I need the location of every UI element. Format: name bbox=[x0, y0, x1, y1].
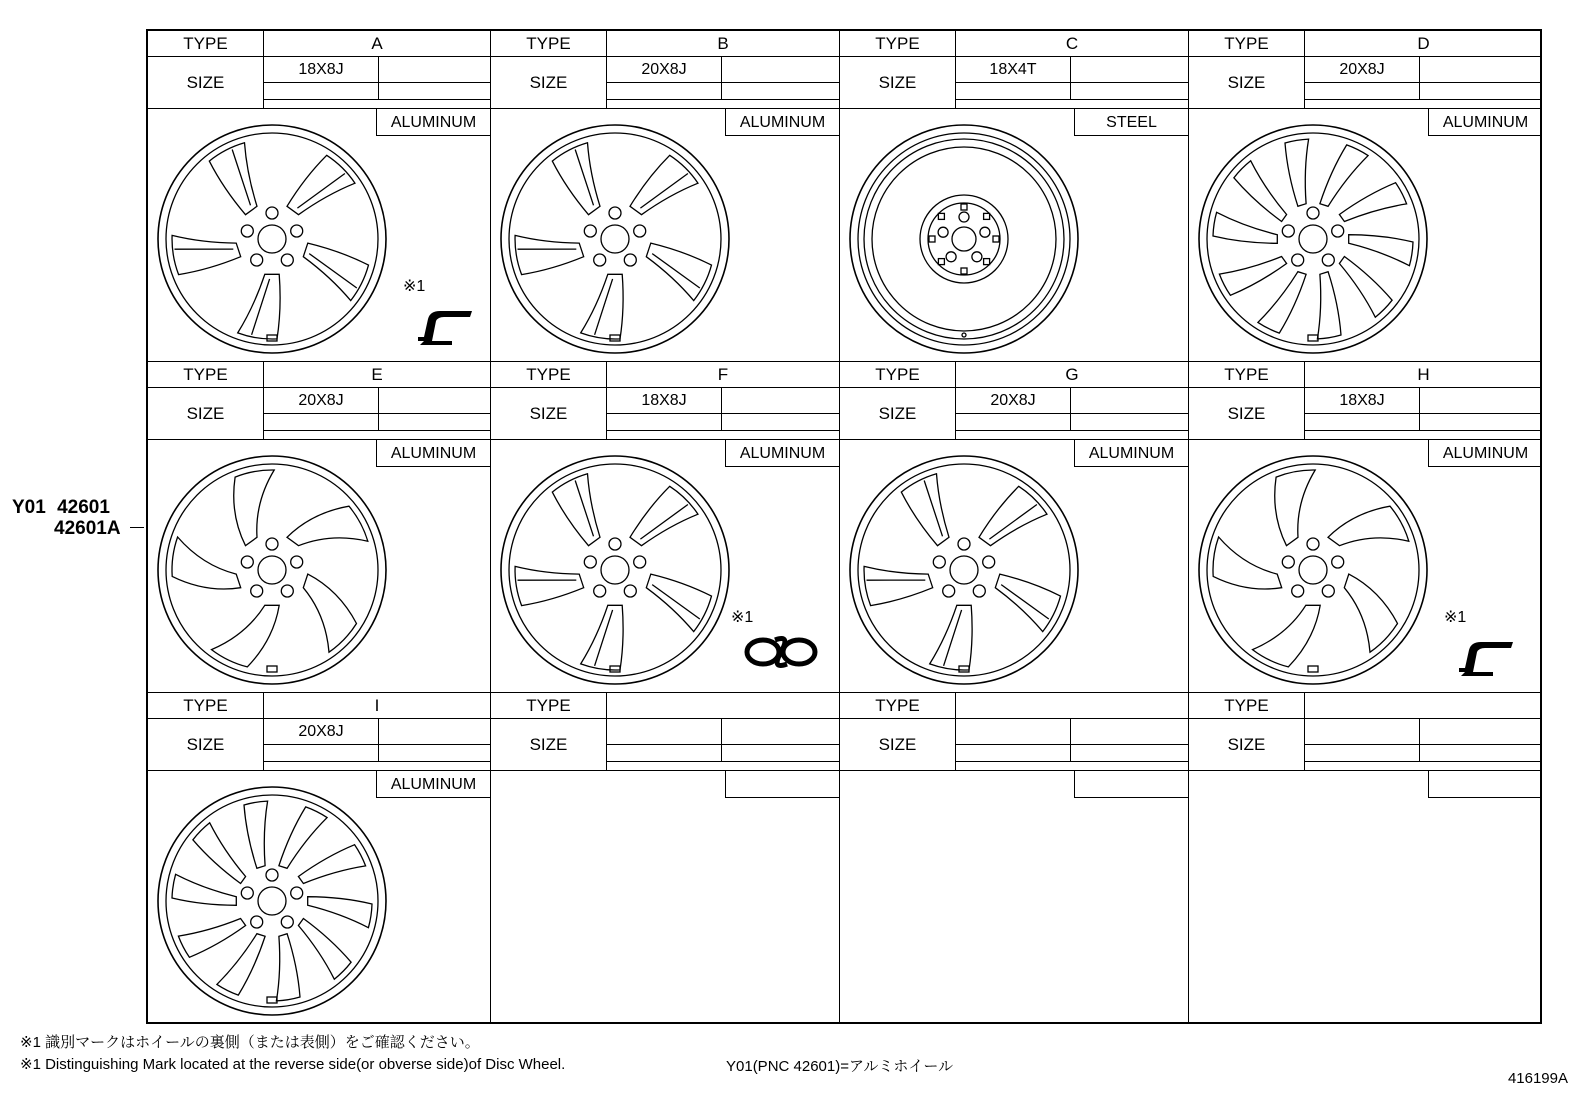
size-label: SIZE bbox=[148, 719, 264, 771]
type-letter: I bbox=[264, 693, 490, 719]
size-value bbox=[607, 719, 722, 745]
size-grid bbox=[1305, 388, 1542, 440]
wheel-cell bbox=[491, 31, 840, 362]
size-cell-empty bbox=[1071, 57, 1188, 83]
mark-note-ref: ※1 bbox=[403, 278, 426, 295]
size-label: SIZE bbox=[1189, 57, 1305, 109]
size-label: SIZE bbox=[491, 57, 607, 109]
wheel-cell bbox=[148, 31, 491, 362]
size-cell-empty bbox=[1420, 719, 1542, 745]
type-letter: H bbox=[1305, 362, 1542, 388]
size-grid bbox=[1305, 57, 1542, 109]
size-cell-empty bbox=[1071, 414, 1188, 431]
mark-note-ref: ※1 bbox=[1444, 609, 1467, 626]
distinguishing-mark-step-icon bbox=[1459, 640, 1519, 676]
size-label: SIZE bbox=[1189, 719, 1305, 771]
wheel-drawing-curved-spoke-5 bbox=[1193, 450, 1433, 690]
size-value: 20X8J bbox=[607, 57, 722, 83]
size-cell-empty bbox=[264, 83, 379, 100]
type-label: TYPE bbox=[491, 693, 607, 719]
material-label: ALUMINUM bbox=[1074, 440, 1188, 467]
wheel-drawing-steel-spare bbox=[844, 119, 1084, 359]
type-letter: C bbox=[956, 31, 1188, 57]
material-label: ALUMINUM bbox=[1428, 440, 1542, 467]
size-grid bbox=[607, 388, 839, 440]
type-letter: A bbox=[264, 31, 490, 57]
wheel-cell bbox=[1189, 31, 1542, 362]
mark-note-ref: ※1 bbox=[731, 609, 754, 626]
type-label: TYPE bbox=[840, 362, 956, 388]
size-cell-empty bbox=[1305, 83, 1420, 100]
material-label: STEEL bbox=[1074, 109, 1188, 136]
size-cell-empty bbox=[1305, 745, 1420, 762]
wheel-drawing-twisted-spoke-5 bbox=[152, 450, 392, 690]
size-label: SIZE bbox=[840, 388, 956, 440]
wheel-cell bbox=[1189, 693, 1542, 1024]
pnc-leader-line bbox=[130, 527, 144, 528]
size-value bbox=[1305, 719, 1420, 745]
wheel-cell bbox=[148, 693, 491, 1024]
material-label bbox=[725, 771, 839, 798]
type-label: TYPE bbox=[1189, 362, 1305, 388]
wheel-cell bbox=[491, 693, 840, 1024]
size-grid bbox=[264, 719, 490, 771]
distinguishing-mark-step-icon bbox=[418, 309, 478, 345]
wheel-table bbox=[146, 29, 1542, 1024]
size-value: 18X8J bbox=[1305, 388, 1420, 414]
type-letter: E bbox=[264, 362, 490, 388]
size-cell-empty bbox=[1305, 414, 1420, 431]
wheel-drawing-multi-spoke-10 bbox=[152, 781, 392, 1021]
wheel-drawing-double-spoke-5 bbox=[495, 119, 735, 359]
size-cell-empty bbox=[607, 83, 722, 100]
type-label: TYPE bbox=[1189, 31, 1305, 57]
type-label: TYPE bbox=[491, 31, 607, 57]
size-cell-empty bbox=[607, 745, 722, 762]
size-cell-empty bbox=[722, 57, 839, 83]
size-cell-empty bbox=[956, 414, 1071, 431]
size-cell-empty bbox=[607, 414, 722, 431]
size-cell-empty bbox=[264, 745, 379, 762]
size-value: 20X8J bbox=[1305, 57, 1420, 83]
size-cell-empty bbox=[1071, 719, 1188, 745]
material-label: ALUMINUM bbox=[725, 109, 839, 136]
size-cell-empty bbox=[1420, 745, 1542, 762]
size-cell-empty bbox=[722, 83, 839, 100]
material-label: ALUMINUM bbox=[725, 440, 839, 467]
size-cell-empty bbox=[1071, 745, 1188, 762]
size-value bbox=[956, 719, 1071, 745]
size-cell-empty bbox=[379, 57, 490, 83]
size-grid bbox=[607, 57, 839, 109]
type-label: TYPE bbox=[491, 362, 607, 388]
type-label: TYPE bbox=[840, 31, 956, 57]
type-letter bbox=[607, 693, 839, 719]
type-label: TYPE bbox=[148, 693, 264, 719]
wheel-cell bbox=[148, 362, 491, 693]
material-label bbox=[1074, 771, 1188, 798]
size-cell-empty bbox=[379, 745, 490, 762]
size-value: 18X4T bbox=[956, 57, 1071, 83]
note-japanese: ※1 識別マークはホイールの裏側（または表側）をご確認ください。 bbox=[20, 1034, 480, 1051]
size-value: 20X8J bbox=[264, 719, 379, 745]
size-cell-empty bbox=[956, 83, 1071, 100]
size-cell-empty bbox=[722, 388, 839, 414]
wheel-cell bbox=[840, 31, 1189, 362]
type-letter: G bbox=[956, 362, 1188, 388]
size-grid bbox=[956, 57, 1188, 109]
diagram-code: 416199A bbox=[1507, 1070, 1568, 1087]
pnc-prefix: Y01 bbox=[12, 497, 46, 518]
size-cell-empty bbox=[379, 83, 490, 100]
size-cell-empty bbox=[379, 719, 490, 745]
material-label: ALUMINUM bbox=[376, 440, 490, 467]
size-label: SIZE bbox=[840, 719, 956, 771]
size-grid bbox=[264, 388, 490, 440]
wheel-drawing-twin-spoke-5 bbox=[495, 450, 735, 690]
size-label: SIZE bbox=[1189, 388, 1305, 440]
size-cell-empty bbox=[722, 414, 839, 431]
size-label: SIZE bbox=[491, 388, 607, 440]
wheel-cell bbox=[840, 693, 1189, 1024]
wheel-cell bbox=[491, 362, 840, 693]
type-label: TYPE bbox=[148, 31, 264, 57]
size-cell-empty bbox=[722, 745, 839, 762]
note-english: ※1 Distinguishing Mark located at the reverse side(or obverse side)of Disc Wheel. bbox=[20, 1056, 566, 1073]
type-letter: B bbox=[607, 31, 839, 57]
wheel-drawing-multi-spoke-10 bbox=[1193, 119, 1433, 359]
distinguishing-mark-ring-icon bbox=[741, 632, 821, 672]
size-cell-empty bbox=[1420, 83, 1542, 100]
size-cell-empty bbox=[722, 719, 839, 745]
material-label bbox=[1428, 771, 1542, 798]
pnc-label bbox=[12, 497, 110, 519]
size-cell-empty bbox=[379, 414, 490, 431]
wheel-cell bbox=[1189, 362, 1542, 693]
material-label: ALUMINUM bbox=[376, 771, 490, 798]
note-pnc: Y01(PNC 42601)=アルミホイール bbox=[726, 1058, 954, 1075]
size-cell-empty bbox=[379, 388, 490, 414]
pnc-label-2: 42601A bbox=[54, 518, 121, 539]
pnc-line1: 42601 bbox=[57, 497, 110, 518]
wheel-drawing-double-spoke-5 bbox=[844, 450, 1084, 690]
size-grid bbox=[1305, 719, 1542, 771]
wheel-cell bbox=[840, 362, 1189, 693]
size-label: SIZE bbox=[491, 719, 607, 771]
size-grid bbox=[607, 719, 839, 771]
size-cell-empty bbox=[956, 745, 1071, 762]
size-value: 20X8J bbox=[956, 388, 1071, 414]
size-value: 18X8J bbox=[607, 388, 722, 414]
size-cell-empty bbox=[1071, 83, 1188, 100]
size-cell-empty bbox=[1420, 388, 1542, 414]
size-cell-empty bbox=[264, 414, 379, 431]
size-grid bbox=[956, 388, 1188, 440]
size-label: SIZE bbox=[840, 57, 956, 109]
material-label: ALUMINUM bbox=[376, 109, 490, 136]
type-letter bbox=[1305, 693, 1542, 719]
size-grid bbox=[264, 57, 490, 109]
type-letter: F bbox=[607, 362, 839, 388]
size-cell-empty bbox=[1420, 414, 1542, 431]
size-cell-empty bbox=[1071, 388, 1188, 414]
type-letter: D bbox=[1305, 31, 1542, 57]
size-value: 18X8J bbox=[264, 57, 379, 83]
type-letter bbox=[956, 693, 1188, 719]
size-cell-empty bbox=[1420, 57, 1542, 83]
size-label: SIZE bbox=[148, 57, 264, 109]
wheel-drawing-twin-spoke-5 bbox=[152, 119, 392, 359]
size-label: SIZE bbox=[148, 388, 264, 440]
type-label: TYPE bbox=[1189, 693, 1305, 719]
size-value: 20X8J bbox=[264, 388, 379, 414]
material-label: ALUMINUM bbox=[1428, 109, 1542, 136]
size-grid bbox=[956, 719, 1188, 771]
type-label: TYPE bbox=[148, 362, 264, 388]
type-label: TYPE bbox=[840, 693, 956, 719]
